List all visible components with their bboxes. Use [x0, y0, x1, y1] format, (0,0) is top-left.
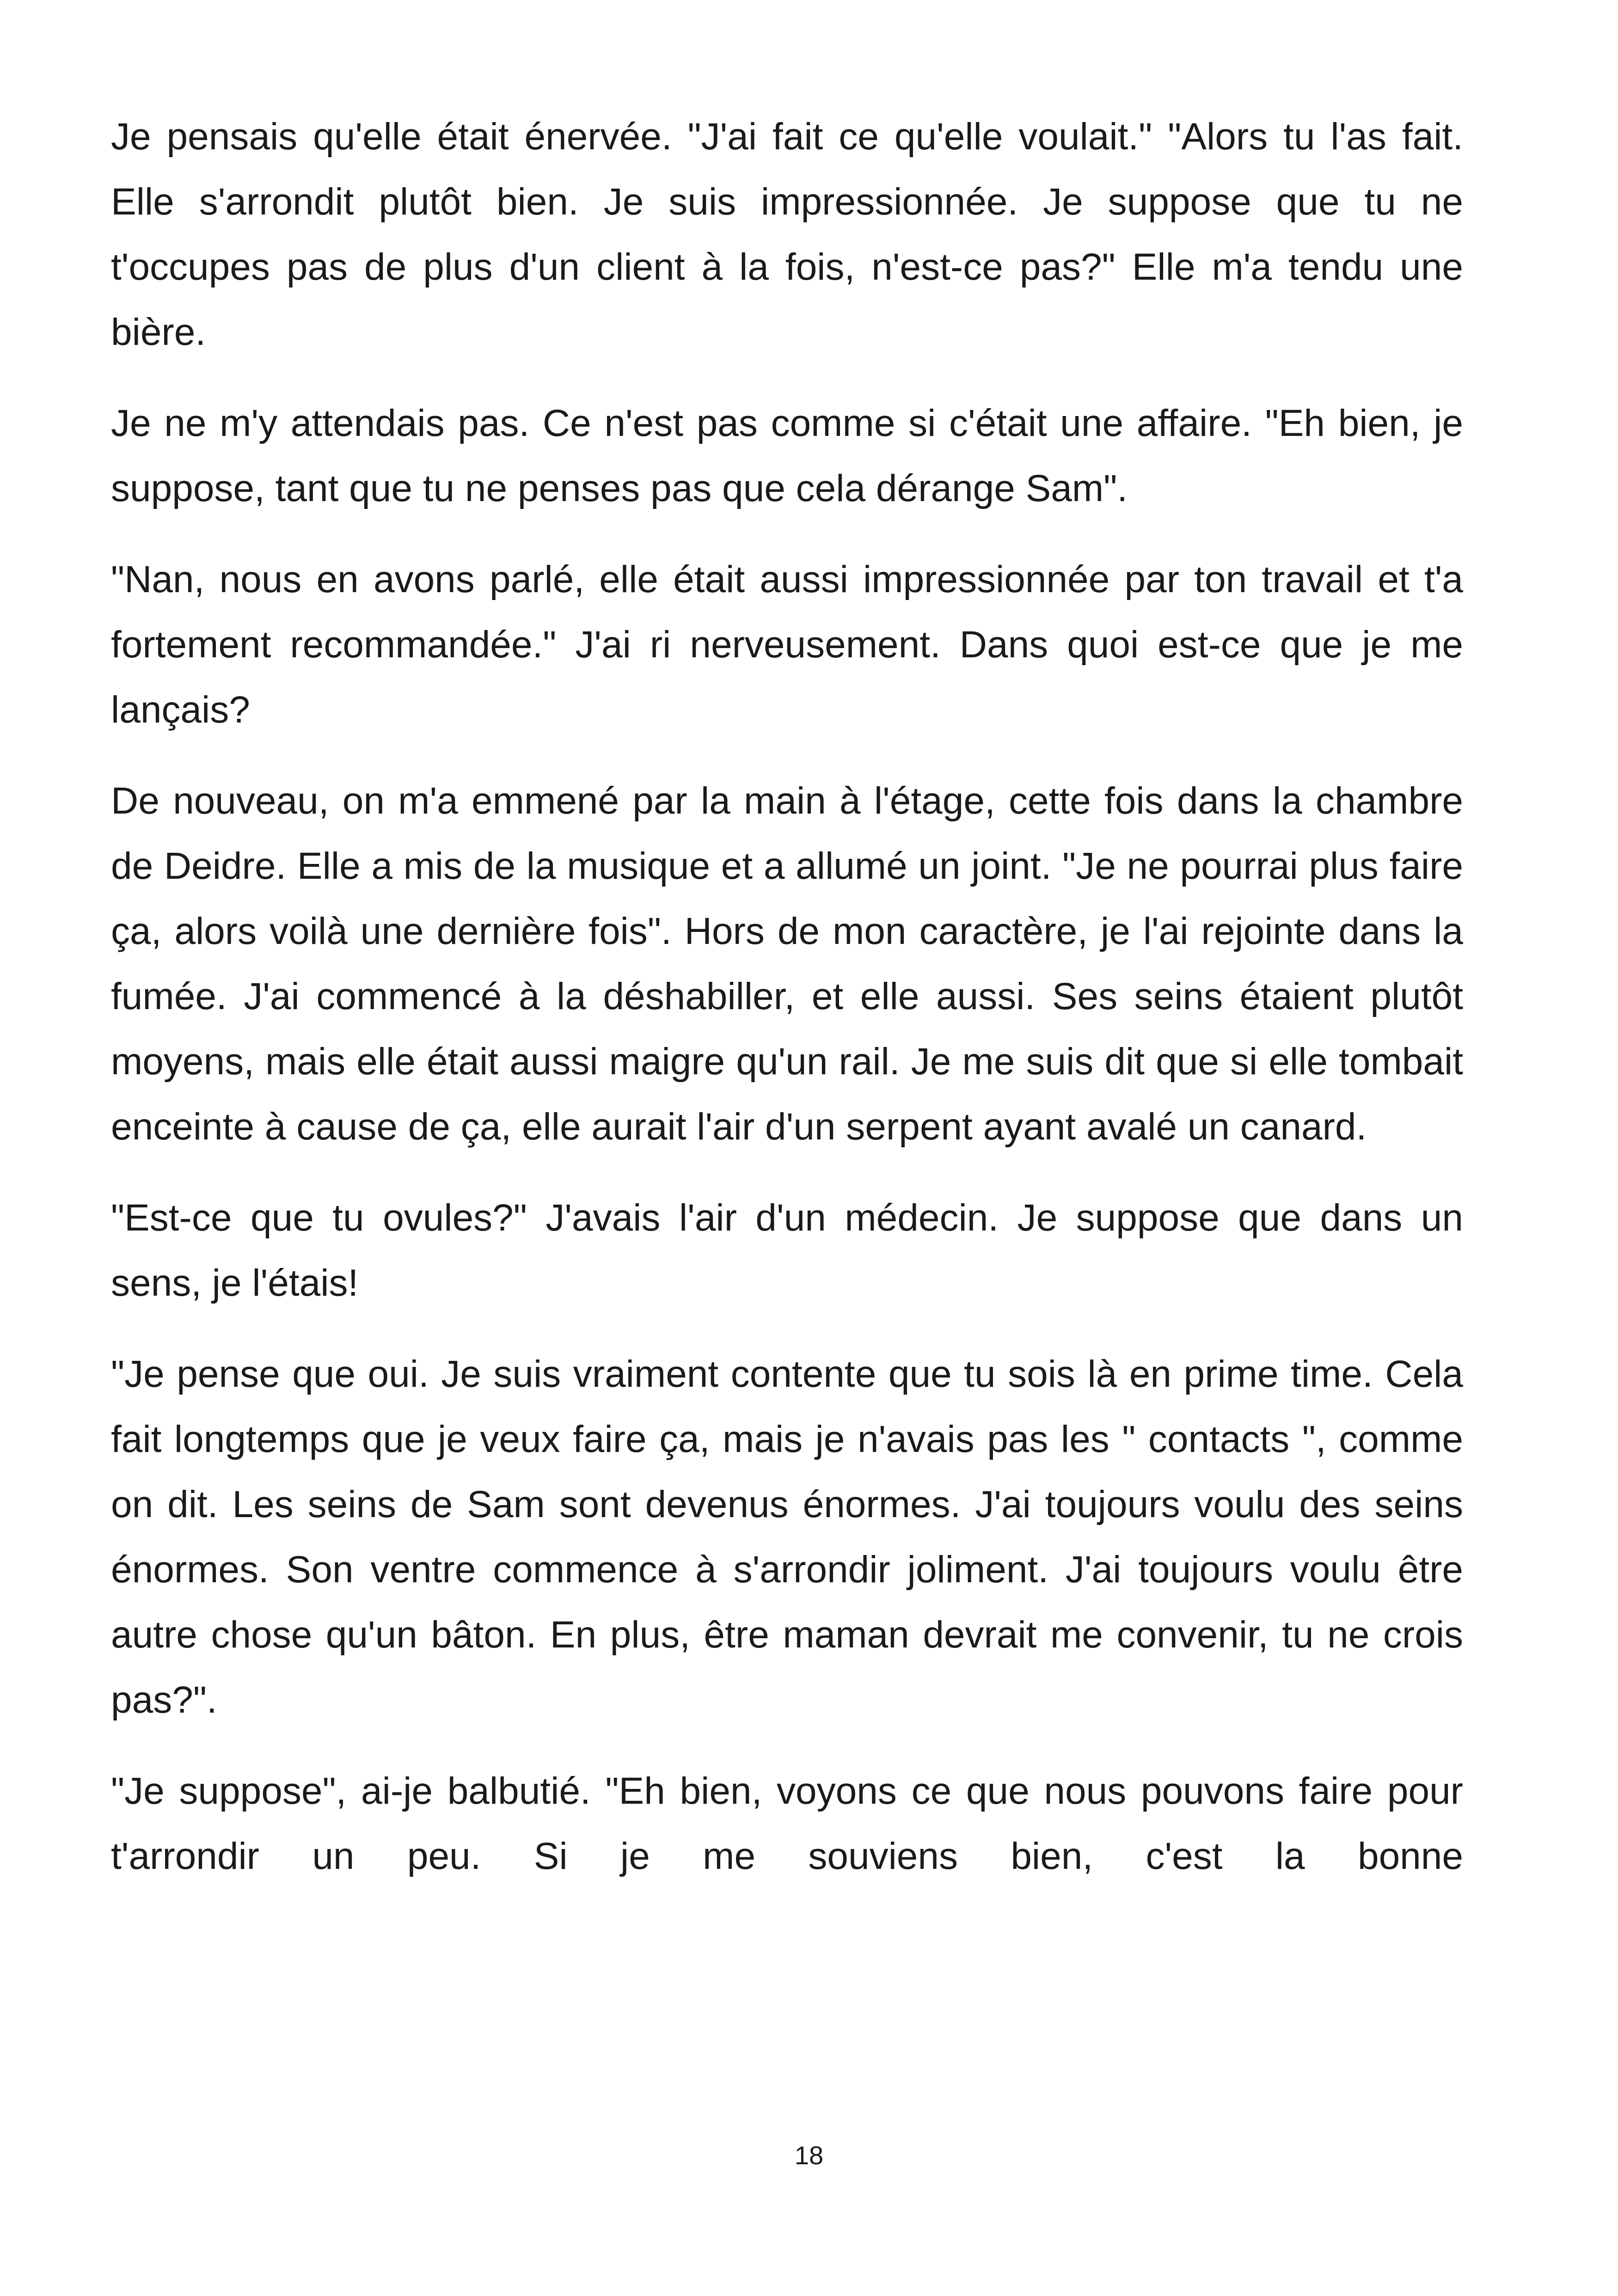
paragraph: "Je suppose", ai-je balbutié. "Eh bien, voyons ce que nous pouvons faire pour t'arrondir un peu. Si je me souviens bien, c'est la bonne: [111, 1770, 1463, 1877]
paragraph: "Je pense que oui. Je suis vraiment contente que tu sois là en prime time. Cela fait longtemps que je veux faire ça, mais je n'avais pas les " contacts ", comme on dit. Les seins de Sam sont devenus énormes. J'ai toujours voulu des seins énormes. Son ventre commence à s'arrondir joliment. J'ai toujours voulu être autre chose qu'un bâton. En plus, être maman devrait me convenir, tu ne crois pas?".: [111, 1353, 1463, 1721]
page-number: 18: [794, 2141, 824, 2170]
paragraph: Je pensais qu'elle était énervée. "J'ai fait ce qu'elle voulait." "Alors tu l'as fait. Elle s'arrondit plutôt bien. Je suis impressionnée. Je suppose que tu ne t'occupes pas de plus d'un client à la fois, n'est-ce pas?" Elle m'a tendu une bière.: [111, 116, 1463, 353]
body-text: [111, 104, 1463, 1889]
paragraph: De nouveau, on m'a emmené par la main à l'étage, cette fois dans la chambre de Deidre. Elle a mis de la musique et a allumé un joint. "Je ne pourrai plus faire ça, alors voilà une dernière fois". Hors de mon caractère, je l'ai rejointe dans la fumée. J'ai commencé à la déshabiller, et elle aussi. Ses seins étaient plutôt moyens, mais elle était aussi maigre qu'un rail. Je me suis dit que si elle tombait enceinte à cause de ça, elle aurait l'air d'un serpent ayant avalé un canard.: [111, 780, 1463, 1148]
paragraph: "Nan, nous en avons parlé, elle était aussi impressionnée par ton travail et t'a fortement recommandée." J'ai ri nerveusement. Dans quoi est-ce que je me lançais?: [111, 558, 1463, 731]
paragraph: "Est-ce que tu ovules?" J'avais l'air d'un médecin. Je suppose que dans un sens, je l'étais!: [111, 1197, 1463, 1304]
paragraph: Je ne m'y attendais pas. Ce n'est pas comme si c'était une affaire. "Eh bien, je suppose, tant que tu ne penses pas que cela dérange Sam".: [111, 402, 1463, 509]
